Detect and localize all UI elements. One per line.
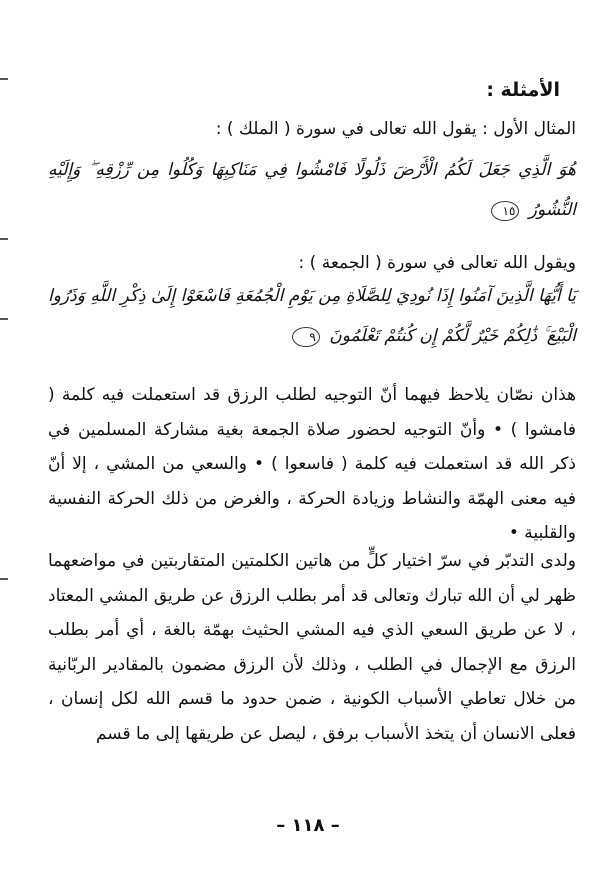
verse-text: هُوَ الَّذِي جَعَلَ لَكُمُ الْأَرْضَ ذَلُولًا فَامْشُوا فِي مَنَاكِبِهَا وَكُلُوا مِن رِّزْقِهِ ۖ وَإِلَيْهِ النُّشُورُ	[48, 160, 576, 220]
margin-mark	[0, 78, 8, 80]
example-2-intro: ويقول الله تعالى في سورة ( الجمعة ) :	[298, 253, 576, 273]
verse-number-marker: ٩	[292, 327, 320, 347]
example-1-verse	[48, 150, 576, 230]
section-heading: الأمثلة :	[486, 79, 560, 101]
example-2-verse	[48, 276, 576, 356]
margin-mark	[0, 318, 8, 320]
paragraph-1: هذان نصّان يلاحظ فيهما أنّ التوجيه لطلب الرزق قد استعملت فيه كلمة ( فامشوا ) • وأنّ التوجيه لحضور صلاة الجمعة بغية مشاركة المسلمين في ذكر الله قد استعملت فيه كلمة ( فاسعوا ) • والسعي من المشي ، إلا أنّ فيه معنى الهمّة والنشاط وزيادة الحركة ، والغرض من ذلك الحركة النفسية والقلبية •	[48, 385, 576, 543]
verse-text: يَا أَيُّهَا الَّذِينَ آمَنُوا إِذَا نُودِيَ لِلصَّلَاةِ مِن يَوْمِ الْجُمُعَةِ فَاسْعَوْا إِلَىٰ ذِكْرِ اللَّهِ وَذَرُوا الْبَيْعَ ۚ ذَٰلِكُمْ خَيْرٌ لَّكُمْ إِن كُنتُمْ تَعْلَمُونَ	[48, 286, 576, 346]
paragraph-2: ولدى التدبّر في سرّ اختيار كلٍّ من هاتين الكلمتين المتقاربتين في مواضعهما ظهر لي أن الله تبارك وتعالى قد أمر بطلب الرزق عن طريق المشي المعتاد ، لا عن طريق السعي الذي فيه المشي الحثيث بهمّة بالغة ، أي أمر بطلب الرزق مع الإجمال في الطلب ، وذلك لأن الرزق مضمون بالمقادير الربّانية من خلال تعاطي الأسباب الكونية ، ضمن حدود ما قسم الله لكل إنسان ، فعلى الانسان أن يتخذ الأسباب برفق ، ليصل عن طريقها إلى ما قسم	[48, 551, 576, 744]
page-number: – ١١٨ –	[276, 815, 340, 836]
example-1-intro: المثال الأول : يقول الله تعالى في سورة ( الملك ) :	[215, 119, 576, 139]
verse-number-marker: ١٥	[491, 201, 519, 221]
margin-mark	[0, 578, 8, 580]
margin-mark	[0, 238, 8, 240]
